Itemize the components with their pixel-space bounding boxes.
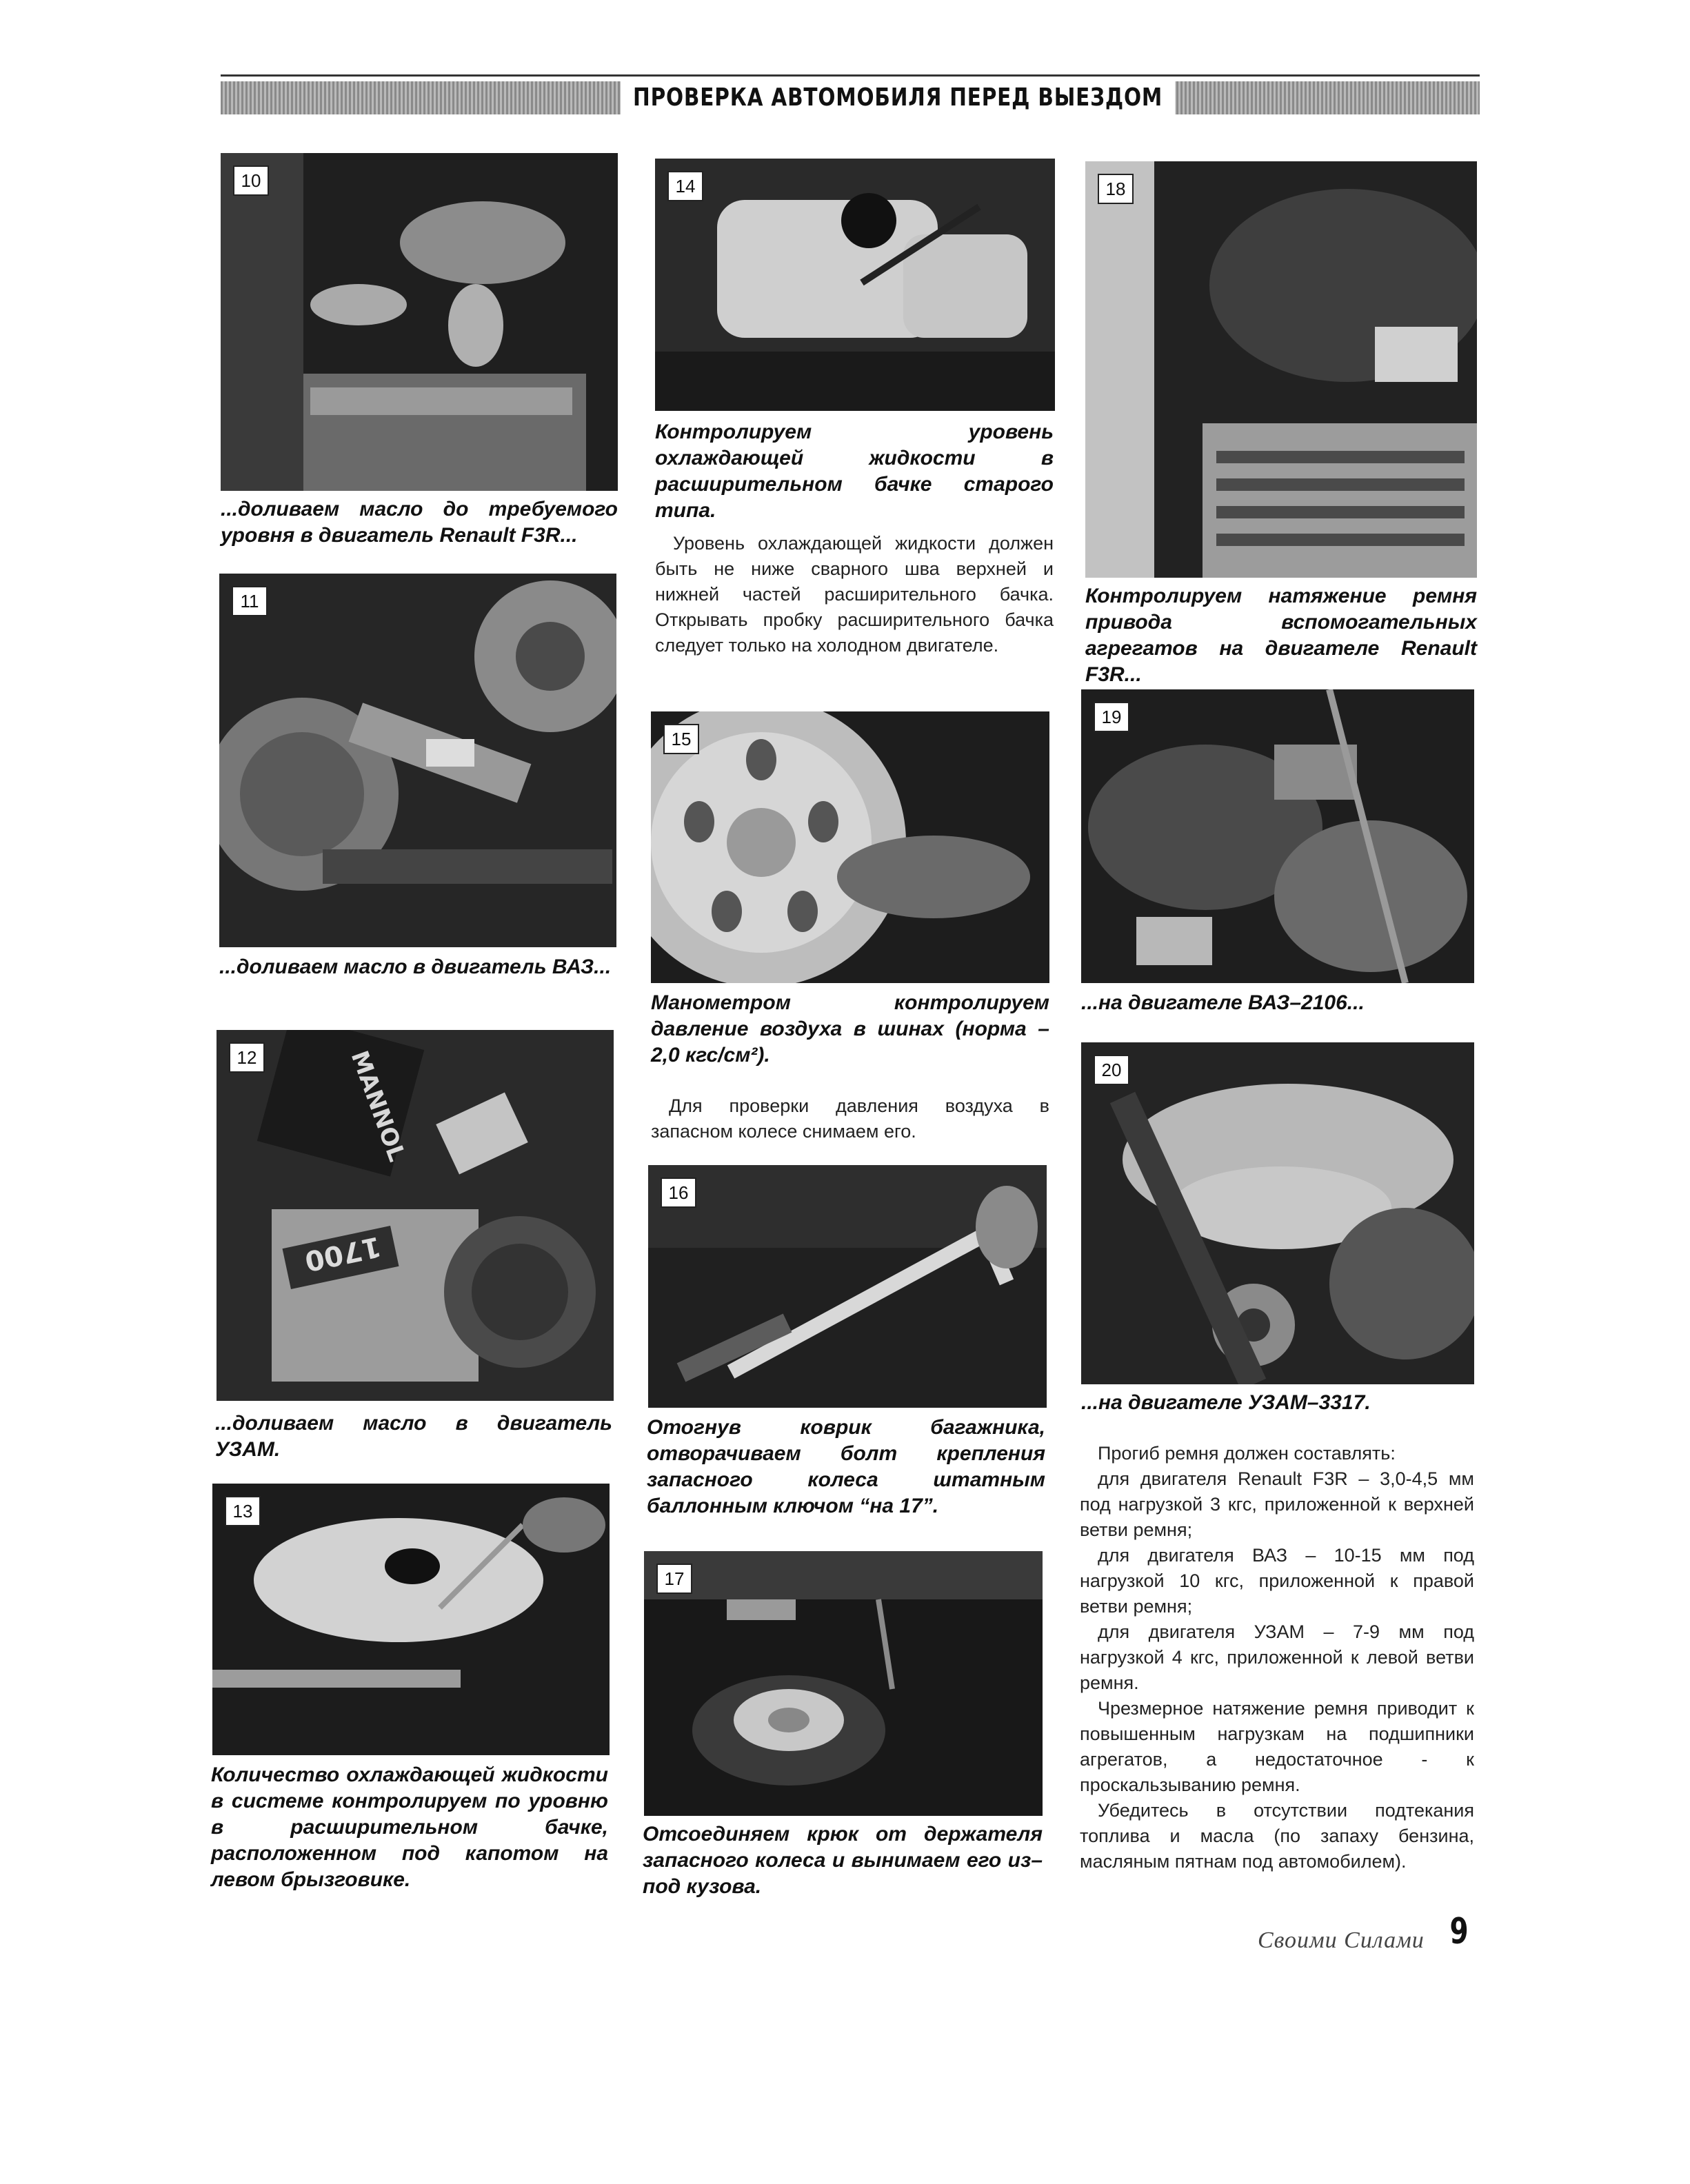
leak-check: Убедитесь в отсутствии подтекания топлива и масла (по запаху бензина, масляным пятнам под автомобилем).	[1080, 1800, 1474, 1872]
coolant-note	[655, 531, 1054, 658]
photo-14	[655, 159, 1055, 411]
caption-photo-14: Контролируем уровень охлаждающей жидкости в расширительном бачке старого типа.	[655, 421, 1054, 522]
photo-10-number: 10	[233, 165, 269, 196]
photo-17-number: 17	[656, 1564, 692, 1594]
coolant-note-text: Уровень охлаждающей жидкости должен быть не ниже сварного шва верхней и нижней частей расширительного бачка. Открывать пробку расширительного бачка следует только на холодном двигателе.	[655, 533, 1054, 656]
photo-14-scene	[655, 159, 1055, 411]
caption-photo-17: Отсоединяем крюк от держателя запасного колеса и вынимаем его из–под кузова.	[643, 1823, 1043, 1898]
photo-12-number: 12	[229, 1042, 265, 1073]
page-title: ПРОВЕРКА АВТОМОБИЛЯ ПЕРЕД ВЫЕЗДОМ	[621, 79, 1175, 117]
photo-18	[1085, 161, 1477, 578]
footer-brand: Своими Силами	[1258, 1928, 1425, 1953]
photo-12-scene	[217, 1030, 614, 1401]
page-number: 9	[1449, 1911, 1469, 1952]
photo-19-number: 19	[1094, 702, 1129, 732]
header-rule	[221, 74, 1480, 77]
caption-photo-12: ...доливаем масло в двигатель УЗАМ.	[215, 1412, 612, 1461]
caption-photo-15: Манометром контролируем давление воздуха в шинах (норма – 2,0 кгс/см²).	[651, 991, 1049, 1066]
caption-photo-18: Контролируем натяжение ремня привода вспомогательных агрегатов на двигателе Renault F3R...	[1085, 585, 1477, 686]
engine-label: 1700	[301, 1230, 384, 1277]
photo-20	[1081, 1042, 1474, 1384]
photo-10-scene	[221, 153, 618, 491]
canister-label: MANNOL	[345, 1046, 411, 1166]
photo-13-number: 13	[225, 1496, 261, 1526]
photo-12	[217, 1030, 614, 1401]
photo-14-number: 14	[667, 171, 703, 201]
spare-note	[651, 1093, 1049, 1144]
photo-16-scene	[648, 1165, 1047, 1408]
caption-photo-19: ...на двигателе ВАЗ–2106...	[1081, 991, 1365, 1014]
caption-photo-20: ...на двигателе УЗАМ–3317.	[1081, 1391, 1371, 1414]
photo-16-number: 16	[661, 1177, 696, 1208]
photo-19	[1081, 689, 1474, 983]
photo-13	[212, 1484, 610, 1755]
photo-17-scene	[644, 1551, 1043, 1816]
belt-notes	[1080, 1441, 1474, 1874]
photo-11-number: 11	[232, 586, 268, 616]
photo-11-scene	[219, 574, 616, 947]
spare-note-text: Для проверки давления воздуха в запасном колесе снимаем его.	[651, 1095, 1049, 1142]
photo-17	[644, 1551, 1043, 1816]
photo-15-number: 15	[663, 724, 699, 754]
caption-photo-10: ...доливаем масло до требуемого уровня в двигатель Renault F3R...	[221, 498, 618, 547]
belt-overtension: Чрезмерное натяжение ремня приводит к повышенным нагрузкам на подшипники агрегатов, а недостаточное - к проскальзыванию ремня.	[1080, 1698, 1474, 1795]
photo-20-number: 20	[1094, 1055, 1129, 1085]
photo-16	[648, 1165, 1047, 1408]
belt-f3r: для двигателя Renault F3R – 3,0-4,5 мм под нагрузкой 3 кгс, приложенной к верхней ветви ремня;	[1080, 1468, 1474, 1540]
photo-11	[219, 574, 616, 947]
photo-15	[651, 711, 1049, 983]
photo-20-scene	[1081, 1042, 1474, 1384]
caption-photo-16: Отогнув коврик багажника, отворачиваем болт крепления запасного колеса штатным баллонным ключом “на 17”.	[647, 1416, 1045, 1517]
photo-15-scene	[651, 711, 1049, 983]
photo-13-scene	[212, 1484, 610, 1755]
belt-intro: Прогиб ремня должен составлять:	[1098, 1443, 1396, 1464]
belt-uzam: для двигателя УЗАМ – 7-9 мм под нагрузкой 4 кгс, приложенной к левой ветви ремня.	[1080, 1621, 1474, 1693]
caption-photo-11: ...доливаем масло в двигатель ВАЗ...	[219, 956, 612, 978]
photo-19-scene	[1081, 689, 1474, 983]
photo-18-number: 18	[1098, 174, 1134, 204]
photo-10	[221, 153, 618, 491]
belt-vaz: для двигателя ВАЗ – 10-15 мм под нагрузкой 10 кгс, приложенной к правой ветви ремня;	[1080, 1545, 1474, 1617]
photo-18-scene	[1085, 161, 1477, 578]
caption-photo-13: Количество охлаждающей жидкости в системе контролируем по уровню в расширительном бачке, расположенном под капотом на левом брызговике.	[211, 1763, 608, 1891]
